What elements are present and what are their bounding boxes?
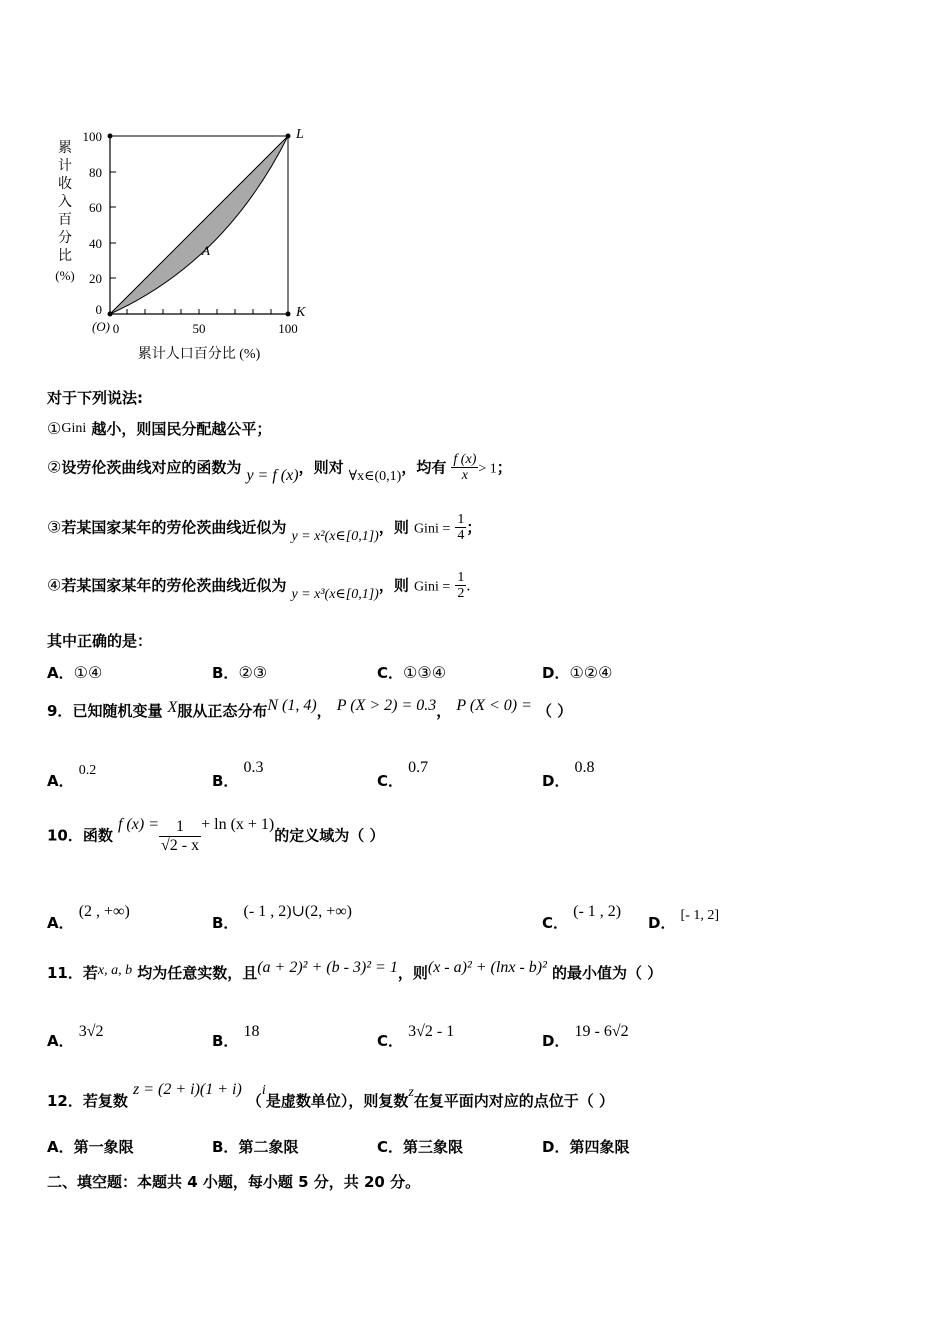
- y-tick-label: 100: [82, 129, 102, 144]
- lorenz-chart: [40, 120, 370, 380]
- math-expr: P (X > 2) = 0.3: [336, 697, 437, 714]
- fraction: $\frac{1}{2}$: [457, 570, 465, 602]
- option-label: C．: [542, 914, 569, 932]
- option-text: 18: [243, 1023, 260, 1040]
- y-label-char: 计: [58, 159, 72, 174]
- option-text: 19 - 6√2: [574, 1023, 629, 1040]
- q9-stem: [47, 697, 573, 721]
- q8-statement-4: [47, 570, 470, 602]
- fraction: $\frac{1}{√2 - x}$: [160, 818, 200, 854]
- option-text: ①②④: [569, 665, 613, 682]
- question-text: 函数: [82, 826, 113, 845]
- option-label: A．: [47, 1032, 74, 1050]
- option-label: B．: [212, 772, 239, 790]
- math-expr: + ln (x + 1): [201, 815, 275, 833]
- option-label: C．: [377, 772, 404, 790]
- option-label: B．: [212, 914, 239, 932]
- x-tick-label: 50: [192, 321, 206, 336]
- option-text: 0.7: [408, 759, 429, 776]
- option-label: D．: [542, 664, 570, 682]
- q12-stem: [47, 1078, 615, 1110]
- option-text: (2 , +∞): [78, 903, 130, 920]
- q10-option-c[interactable]: [542, 900, 622, 932]
- q12-option-c[interactable]: [377, 1136, 463, 1157]
- math-var: i: [261, 1083, 266, 1098]
- y-label-char: 入: [58, 195, 72, 210]
- option-text: 第三象限: [403, 1138, 464, 1156]
- statement-text: 设劳伦茨曲线对应的函数为: [61, 458, 242, 477]
- q8-option-a[interactable]: [47, 662, 102, 683]
- forall-expr: ∀x∈(0,1): [348, 469, 402, 485]
- question-text: 在复平面内对应的点位于（ ）: [413, 1092, 615, 1110]
- q8-statement-1: [47, 418, 271, 439]
- question-text: 服从正态分布: [177, 702, 268, 720]
- option-text: 3√2: [78, 1023, 104, 1040]
- y-tick-label: 0: [95, 302, 102, 317]
- question-text: ，则: [397, 964, 428, 982]
- question-number: 9．: [47, 702, 73, 720]
- y-label-char: 累: [58, 141, 72, 156]
- y-label-char: 比: [58, 249, 72, 264]
- option-text: 第二象限: [238, 1138, 299, 1156]
- option-label: B．: [212, 1032, 239, 1050]
- function-expr: y = x³(x∈[0,1]): [291, 587, 379, 603]
- y-tick-label: 40: [89, 236, 102, 251]
- question-text: 若: [82, 964, 98, 982]
- q8-option-c[interactable]: [377, 662, 446, 683]
- gini-term: Gini =: [413, 579, 451, 595]
- math-expr: f (x) =: [117, 815, 159, 833]
- option-label: D．: [542, 1138, 570, 1156]
- q10-option-a[interactable]: [47, 900, 130, 932]
- q9-option-b[interactable]: [212, 756, 264, 790]
- question-text: 的定义域为（ ）: [274, 826, 385, 845]
- option-text: (- 1 , 2): [573, 903, 622, 920]
- function-expr: y = f (x): [246, 467, 299, 485]
- q11-option-c[interactable]: [377, 1020, 455, 1050]
- q8-prompt: 其中正确的是：: [47, 632, 153, 650]
- q8-option-d[interactable]: [542, 662, 612, 683]
- inequality: > 1: [478, 461, 497, 477]
- q11-option-b[interactable]: [212, 1020, 260, 1050]
- question-number: 11．: [47, 964, 83, 982]
- q8-intro: 对于下列说法:: [47, 389, 143, 407]
- q8-option-b[interactable]: [212, 662, 267, 683]
- question-text: 已知随机变量: [72, 702, 163, 720]
- q11-option-a[interactable]: [47, 1020, 104, 1050]
- option-label: A．: [47, 914, 74, 932]
- y-tick-label: 20: [89, 271, 102, 286]
- option-label: D．: [542, 772, 570, 790]
- punctuation: ，: [316, 702, 332, 720]
- statement-text: ，则对: [298, 458, 344, 477]
- statement-number: ④: [47, 577, 62, 595]
- statement-number: ①: [47, 421, 62, 438]
- y-label-char: 分: [58, 231, 72, 246]
- q9-option-c[interactable]: [377, 756, 429, 790]
- answer-paren: （ ）: [537, 702, 573, 720]
- punctuation: .: [466, 577, 471, 595]
- q9-option-d[interactable]: [542, 756, 595, 790]
- option-text: ①③④: [403, 665, 447, 682]
- q12-option-b[interactable]: [212, 1136, 298, 1157]
- punctuation: ；: [496, 458, 512, 477]
- option-text: 第四象限: [569, 1138, 630, 1156]
- option-text: 0.2: [78, 763, 97, 778]
- statement-text: 越小，则国民分配越公平；: [91, 420, 272, 438]
- x-tick-label: 0: [112, 321, 120, 336]
- punctuation: （: [246, 1092, 262, 1110]
- point-l-label: L: [296, 127, 304, 142]
- option-label: A．: [47, 772, 74, 790]
- punctuation: ；: [466, 518, 482, 537]
- q12-option-a[interactable]: [47, 1136, 134, 1157]
- statement-number: ③: [47, 519, 62, 537]
- q12-option-d[interactable]: [542, 1136, 629, 1157]
- fraction: $\frac{1}{4}$: [457, 512, 465, 544]
- q8-statement-2: [47, 452, 512, 484]
- x-tick-label: 100: [278, 321, 298, 336]
- option-label: C．: [377, 1138, 404, 1156]
- q11-stem: [47, 959, 663, 983]
- y-label-unit: (%): [55, 268, 75, 283]
- statement-text: ，均有: [401, 458, 447, 477]
- q10-option-b[interactable]: [212, 900, 353, 932]
- q10-option-d[interactable]: [648, 903, 720, 932]
- statement-text: ，则: [378, 518, 409, 537]
- function-expr: y = x²(x∈[0,1]): [291, 529, 379, 545]
- math-var: z: [408, 1085, 414, 1100]
- area-a: [110, 136, 288, 314]
- question-text: 是虚数单位），则复数: [265, 1092, 409, 1110]
- statement-number: ②: [47, 459, 62, 477]
- option-text: 0.8: [574, 759, 595, 776]
- option-label: D．: [648, 914, 676, 932]
- option-text: 3√2 - 1: [408, 1023, 455, 1040]
- option-label: B．: [212, 1138, 239, 1156]
- y-label-char: 收: [58, 177, 72, 192]
- statement-text: 若某国家某年的劳伦茨曲线近似为: [61, 518, 287, 537]
- gini-term: Gini =: [413, 521, 451, 537]
- option-label: C．: [377, 1032, 404, 1050]
- fraction: $\frac{f (x)}{x}$: [453, 452, 477, 484]
- section-heading: 二、填空题：本题共 4 小题，每小题 5 分，共 20 分。: [47, 1173, 421, 1191]
- option-text: ②③: [238, 665, 268, 682]
- question-text: 若复数: [82, 1092, 128, 1110]
- math-expr: (a + 2)² + (b - 3)² = 1: [257, 959, 398, 976]
- y-tick-label: 60: [89, 200, 102, 215]
- q11-option-d[interactable]: [542, 1020, 629, 1050]
- math-expr: N (1, 4): [267, 697, 317, 714]
- statement-text: ，则: [378, 576, 409, 595]
- question-number: 12．: [47, 1092, 83, 1110]
- math-var: X: [167, 699, 178, 716]
- math-expr: P (X < 0) =: [456, 697, 532, 714]
- option-text: ①④: [73, 665, 103, 682]
- question-text: 均为任意实数，且: [137, 964, 258, 982]
- punctuation: ，: [436, 702, 452, 720]
- option-label: A．: [47, 1138, 74, 1156]
- question-number: 10．: [47, 826, 83, 845]
- option-label: B．: [212, 664, 239, 682]
- q10-stem: [47, 815, 385, 854]
- question-text: 的最小值为（ ）: [551, 964, 663, 982]
- option-text: [- 1, 2]: [680, 908, 720, 923]
- option-label: D．: [542, 1032, 570, 1050]
- math-expr: z = (2 + i)(1 + i): [132, 1081, 242, 1098]
- option-text: (- 1 , 2)∪(2, +∞): [243, 903, 353, 920]
- gini-term: Gini: [61, 421, 87, 436]
- x-axis-label: 累计人口百分比 (%): [137, 347, 261, 362]
- option-label: A．: [47, 664, 74, 682]
- option-text: 0.3: [243, 759, 264, 776]
- origin-label: (O): [91, 319, 111, 334]
- math-expr: x, a, b: [97, 963, 133, 978]
- area-label: A: [202, 243, 210, 258]
- option-text: 第一象限: [73, 1138, 134, 1156]
- option-label: C．: [377, 664, 404, 682]
- math-expr: (x - a)² + (lnx - b)²: [427, 959, 547, 976]
- statement-text: 若某国家某年的劳伦茨曲线近似为: [61, 576, 287, 595]
- q9-option-a[interactable]: [47, 758, 97, 790]
- y-label-char: 百: [58, 213, 72, 228]
- q8-statement-3: [47, 512, 481, 544]
- point-k-label: K: [296, 305, 306, 320]
- y-tick-label: 80: [89, 165, 102, 180]
